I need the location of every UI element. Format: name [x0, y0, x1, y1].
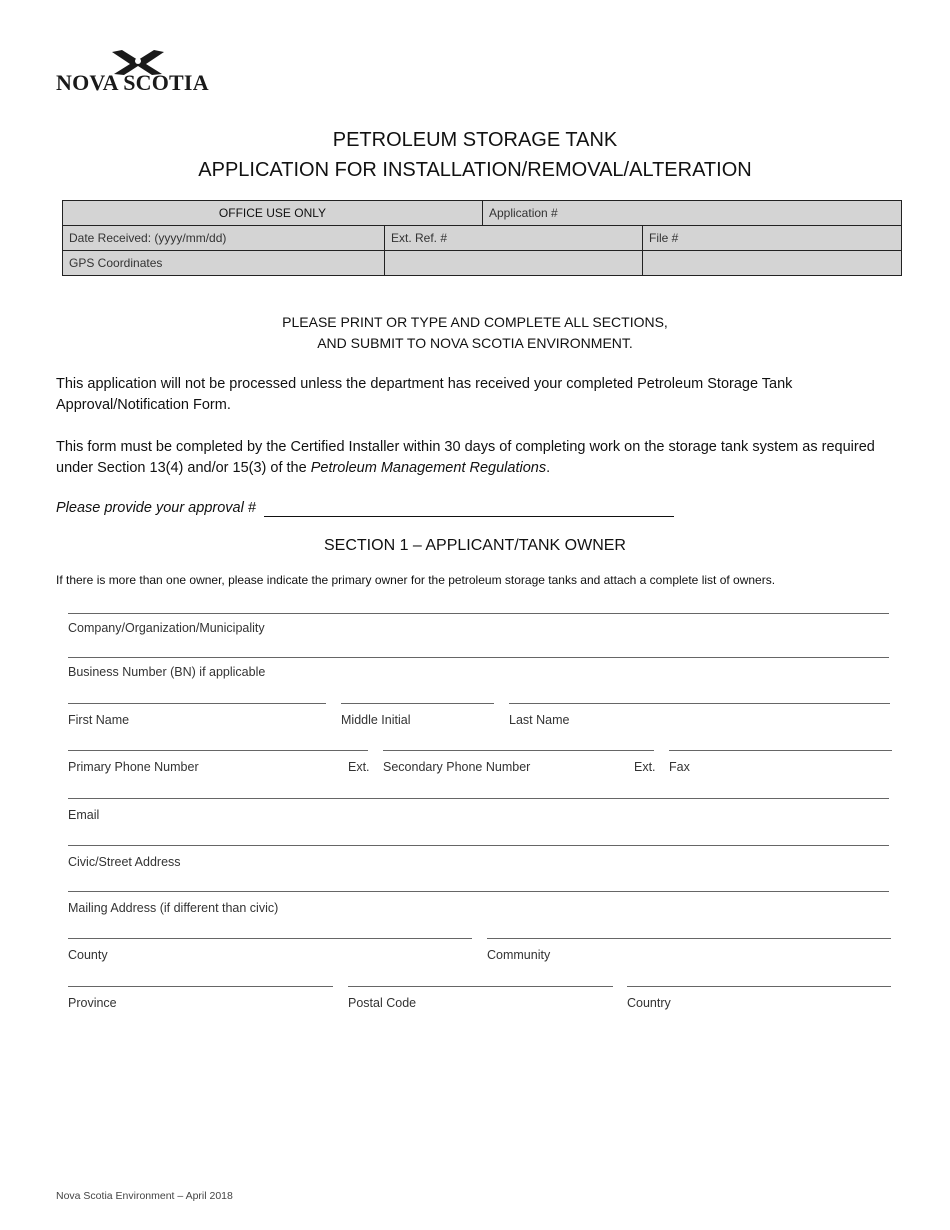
postal-code-input[interactable]	[348, 986, 613, 987]
email-input[interactable]	[68, 798, 889, 799]
form-title-line2: APPLICATION FOR INSTALLATION/REMOVAL/ALTERATION	[198, 159, 752, 181]
secondary-phone-input[interactable]	[383, 750, 654, 751]
county-input[interactable]	[68, 938, 472, 939]
nova-scotia-logo	[56, 48, 226, 98]
secondary-phone-label: Secondary Phone Number	[383, 760, 531, 774]
postal-code-label: Postal Code	[348, 996, 417, 1010]
fax-input[interactable]	[669, 750, 892, 751]
last-name-label: Last Name	[509, 713, 570, 727]
application-number-field[interactable]: Application #	[483, 201, 901, 226]
last-name-input[interactable]	[509, 703, 890, 704]
installer-notice-end: .	[546, 460, 551, 476]
business-number-label: Business Number (BN) if applicable	[68, 665, 266, 679]
file-number-field[interactable]: File #	[643, 226, 901, 251]
regulations-name: Petroleum Management Regulations	[310, 460, 547, 476]
logo-wordmark: NOVA SCOTIA	[56, 70, 209, 95]
processing-notice: This application will not be processed unless the department has received your completed Petroleum Storage Tank Approval/Notification Form.	[56, 376, 793, 413]
multiple-owners-note: If there is more than one owner, please indicate the primary owner for the petroleum storage tanks and attach a complete list of owners.	[56, 573, 776, 587]
civic-address-label: Civic/Street Address	[68, 855, 181, 869]
footer-text: Nova Scotia Environment – April 2018	[56, 1190, 233, 1202]
gps-coordinates-field[interactable]: GPS Coordinates	[63, 251, 385, 275]
installer-notice-text: This form must be completed by the Certified Installer within 30 days of completing work on the storage tank system as required under Section 13(4) and/or 15(3) of the	[56, 439, 875, 476]
community-label: Community	[487, 948, 551, 962]
civic-address-input[interactable]	[68, 845, 889, 846]
primary-phone-label: Primary Phone Number	[68, 760, 199, 774]
section1-heading: SECTION 1 – APPLICANT/TANK OWNER	[324, 537, 626, 554]
province-label: Province	[68, 996, 117, 1010]
secondary-ext-label: Ext.	[634, 760, 656, 774]
country-input[interactable]	[627, 986, 891, 987]
instruction-line1: PLEASE PRINT OR TYPE AND COMPLETE ALL SECTIONS,	[282, 314, 668, 330]
email-label: Email	[68, 808, 100, 822]
approval-number-label: Please provide your approval #	[56, 500, 256, 516]
fax-label: Fax	[669, 760, 690, 774]
primary-ext-label: Ext.	[348, 760, 370, 774]
community-input[interactable]	[487, 938, 891, 939]
business-number-input[interactable]	[68, 657, 889, 658]
primary-phone-input[interactable]	[68, 750, 368, 751]
form-title-line1: PETROLEUM STORAGE TANK	[332, 129, 618, 151]
date-received-field[interactable]: Date Received: (yyyy/mm/dd)	[63, 226, 385, 251]
province-input[interactable]	[68, 986, 333, 987]
instruction-line2: AND SUBMIT TO NOVA SCOTIA ENVIRONMENT.	[317, 335, 633, 351]
county-label: County	[68, 948, 108, 962]
middle-initial-label: Middle Initial	[341, 713, 411, 727]
first-name-input[interactable]	[68, 703, 326, 704]
mailing-address-input[interactable]	[68, 891, 889, 892]
company-label: Company/Organization/Municipality	[68, 621, 265, 635]
mailing-address-label: Mailing Address (if different than civic)	[68, 901, 279, 915]
ext-ref-field[interactable]: Ext. Ref. #	[385, 226, 643, 251]
gps-value-cell-1[interactable]	[385, 251, 643, 275]
approval-number-input[interactable]	[264, 516, 674, 517]
middle-initial-input[interactable]	[341, 703, 494, 704]
company-input[interactable]	[68, 613, 889, 614]
country-label: Country	[627, 996, 671, 1010]
first-name-label: First Name	[68, 713, 130, 727]
office-use-table	[62, 200, 902, 276]
installer-notice	[56, 437, 906, 479]
office-use-only-label: OFFICE USE ONLY	[63, 201, 483, 226]
gps-value-cell-2[interactable]	[643, 251, 901, 275]
